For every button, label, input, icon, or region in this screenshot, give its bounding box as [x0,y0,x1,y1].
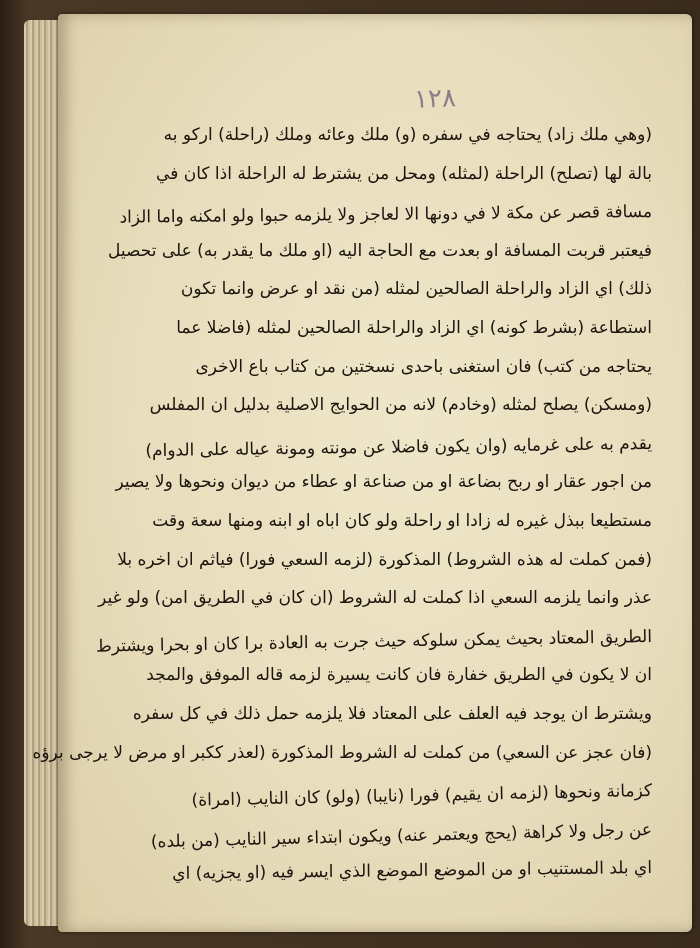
text-line: عذر وانما يلزمه السعي اذا كملت له الشروط (ان كان في الطريق امن) ولو غير [98,588,652,609]
text-line: (فان عجز عن السعي) من كملت له الشروط المذكورة (لعذر ككبر او مرض لا يرجى برؤه [32,742,652,763]
text-line: (فمن كملت له هذه الشروط) المذكورة (لزمه السعي فورا) فياثم ان اخره بلا [117,549,652,570]
text-line: يقدم به على غرمايه (وان يكون فاضلا عن مونته ومونة عياله على الدوام) [145,433,653,461]
text-line: (ومسكن) يصلح لمثله (وخادم) لانه من الحوايج الاصلية بدليل ان المفلس [149,395,652,416]
text-line: بالة لها (تصلح) الراحلة (لمثله) ومحل من يشترط له الراحلة اذا كان في [156,163,652,184]
text-line: ويشترط ان يوجد فيه العلف على المعتاد فلا يلزمه حمل ذلك في كل سفره [132,703,652,724]
text-line: عن رجل ولا كراهة (يحج ويعتمر عنه) ويكون ابتداء سير النايب (من بلده) [150,819,653,852]
text-line: يحتاجه من كتب) فان استغنى باحدى نسختين من كتاب باع الاخرى [195,356,652,377]
text-line: من اجور عقار او ربح بضاعة او من صناعة او عطاء من ديوان ونحوها ولا يصير [115,472,652,493]
text-line: فيعتبر قربت المسافة او بعدت مع الحاجة اليه (او ملك ما يقدر به) على تحصيل [107,240,652,261]
text-line: (وهي ملك زاد) يحتاجه في سفره (و) ملك وعائه وملك (راحلة) اركو به [163,125,652,145]
text-line: ان لا يكون في الطريق خفارة فان كانت يسيرة لزمه قاله الموفق والمجد [146,665,652,686]
folio-number: ١٢٨ [413,83,457,115]
text-line: اي بلد المستنيب او من الموضع الموضع الذي ايسر فيه (او يجزيه) اي [172,858,653,885]
manuscript-text [32,116,653,888]
text-line: مسافة قصر عن مكة لا في دونها الا لعاجز ولا يلزمه حبوا ولو امكنه واما الزاد [119,202,653,228]
text-line: ذلك) اي الزاد والراحلة الصالحين لمثله (من نقد او عرض وانما تكون [180,279,652,300]
text-line: الطريق المعتاد بحيث يمكن سلوكه حيث جرت به العادة برا كان او بحرا ويشترط [95,626,653,657]
text-line: كزمانة ونحوها (لزمه ان يقيم) فورا (نايبا) (ولو) كان النايب (امراة) [191,781,653,811]
text-line: مستطيعا ببذل غيره له زادا او راحلة ولو كان اباه او ابنه ومنها سعة وقت [152,510,652,531]
text-line: استطاعة (بشرط كونه) اي الزاد والراحلة الصالحين لمثله (فاضلا عما [176,317,652,338]
